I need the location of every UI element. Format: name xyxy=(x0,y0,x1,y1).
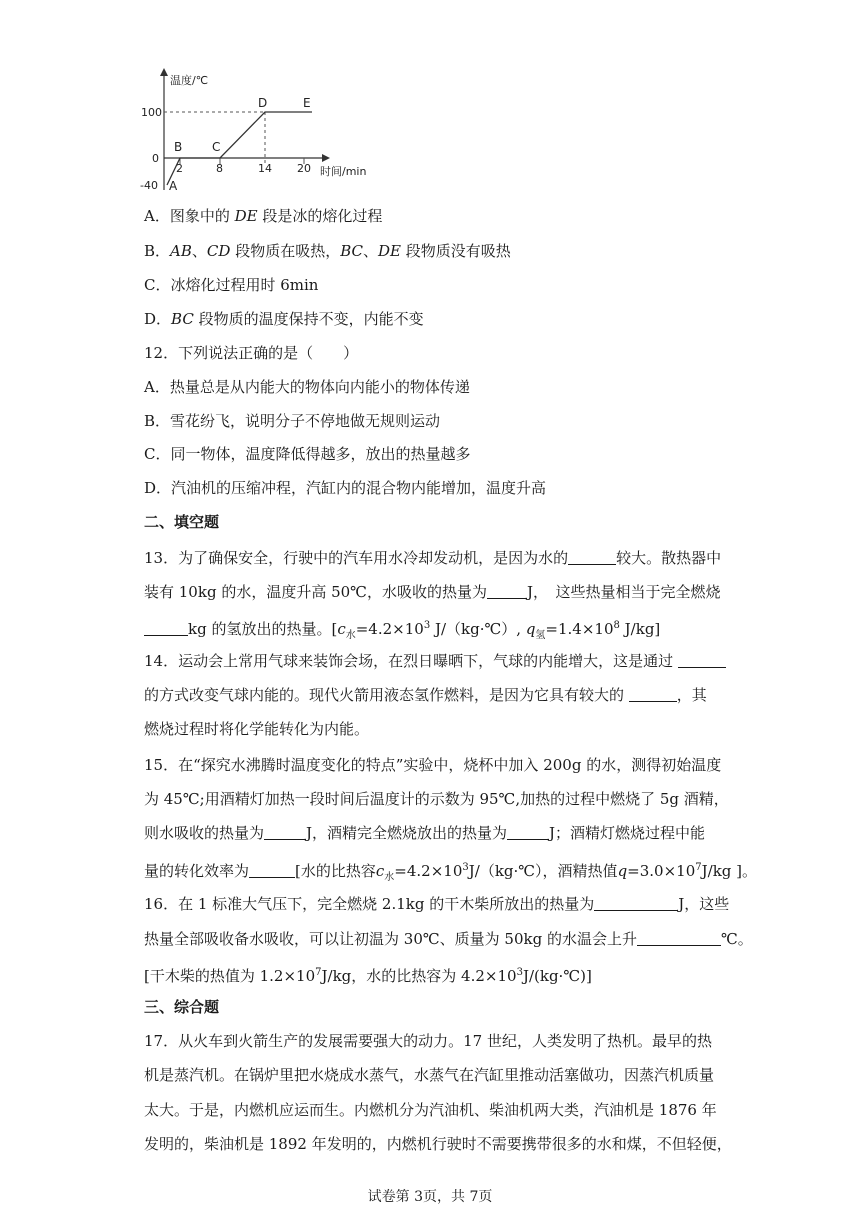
section-comprehensive-heading: 三、综合题 xyxy=(144,998,220,1016)
q11-option-d: D．BC 段物质的温度保持不变，内能不变 xyxy=(144,310,424,328)
x-axis-label: 时间/min xyxy=(320,165,367,178)
q11-option-b: B．AB、CD 段物质在吸热，BC、DE 段物质没有吸热 xyxy=(144,242,511,260)
q13-blank-1 xyxy=(568,550,616,565)
point-c-label: C xyxy=(212,140,221,154)
y-axis-arrow xyxy=(160,68,168,76)
section-fill-in-heading: 二、填空题 xyxy=(144,513,220,531)
point-e-label: E xyxy=(303,96,311,110)
q16-blank-1 xyxy=(594,896,678,911)
q15-blank-1 xyxy=(264,825,306,840)
q12-option-c: C．同一物体，温度降低得越多，放出的热量越多 xyxy=(144,445,471,463)
x-tick-14: 14 xyxy=(258,162,272,175)
q15-blank-3 xyxy=(249,863,295,878)
q13-line-3: kg 的氢放出的热量。[$c_水=4.2\times 10^3$ J/（kg·℃）, $q_氢=1.4\times 10^8$ J/kg] xyxy=(144,616,660,646)
q12-stem: 12．下列说法正确的是（ ） xyxy=(144,344,359,362)
x-tick-20: 20 xyxy=(297,162,311,175)
point-a-label: A xyxy=(169,179,178,193)
heating-curve xyxy=(167,112,312,185)
q15-line-1: 15．在“探究水沸腾时温度变化的特点”实验中，烧杯中加入 200g 的水，测得初始温度 xyxy=(144,756,722,774)
x-tick-2: 2 xyxy=(176,162,183,175)
q14-blank-2 xyxy=(629,687,677,702)
q14-line-2: 的方式改变气球内能的。现代火箭用液态氢作燃料，是因为它具有较大的 ，其 xyxy=(144,686,707,704)
y-tick-100: 100 xyxy=(141,106,162,119)
q13-blank-2 xyxy=(487,584,527,599)
q11-option-a: A．图象中的 DE 段是冰的熔化过程 xyxy=(144,207,383,225)
q14-line-1: 14．运动会上常用气球来装饰会场，在烈日曝晒下，气球的内能增大，这是通过 xyxy=(144,651,726,671)
q14-blank-1 xyxy=(678,653,726,668)
q13-blank-3 xyxy=(144,621,188,636)
q15-line-4: 量的转化效率为 [水的比热容$c_水=4.2\times 10^3J/(kg\cdot℃)$，酒精热值$q=3.0\times 10^7J/kg$ ]。 xyxy=(144,862,758,883)
y-axis-label: 温度/℃ xyxy=(170,74,209,87)
q13-line-1: 13．为了确保安全，行驶中的汽车用水冷却发动机，是因为水的 较大。散热器中 xyxy=(144,549,722,567)
temperature-time-graph xyxy=(136,64,376,194)
point-b-label: B xyxy=(174,140,183,154)
q12-option-a: A．热量总是从内能大的物体向内能小的物体传递 xyxy=(144,378,470,396)
q16-line-1: 16．在 1 标准大气压下，完全燃烧 2.1kg 的干木柴所放出的热量为 J，这些 xyxy=(144,895,730,913)
q11-option-c: C．冰熔化过程用时 6min xyxy=(144,276,319,294)
q15-line-3: 则水吸收的热量为 J，酒精完全燃烧放出的热量为 J；酒精灯燃烧过程中能 xyxy=(144,824,706,842)
x-axis-arrow xyxy=(322,154,330,162)
q17-line-3: 太大。于是，内燃机应运而生。内燃机分为汽油机、柴油机两大类，汽油机是 1876 年 xyxy=(144,1101,717,1119)
q15-blank-2 xyxy=(507,825,549,840)
q16-line-2: 热量全部吸收备水吸收，可以让初温为 30℃、质量为 50kg 的水温会上升 ℃。 xyxy=(144,930,753,948)
q12-option-d: D．汽油机的压缩冲程，汽缸内的混合物内能增加，温度升高 xyxy=(144,479,547,497)
y-tick-0: 0 xyxy=(152,152,159,165)
q12-option-b: B．雪花纷飞，说明分子不停地做无规则运动 xyxy=(144,412,441,430)
point-d-label: D xyxy=(258,96,268,110)
q14-line-3: 燃烧过程时将化学能转化为内能。 xyxy=(144,720,370,738)
q15-line-2: 为 45℃;用酒精灯加热一段时间后温度计的示数为 95℃,加热的过程中燃烧了 5g 酒精， xyxy=(144,790,729,808)
q17-line-2: 机是蒸汽机。在锅炉里把水烧成水蒸气，水蒸气在汽缸里推动活塞做功，因蒸汽机质量 xyxy=(144,1066,715,1084)
q16-blank-2 xyxy=(637,931,721,946)
q17-line-4: 发明的，柴油机是 1892 年发明的，内燃机行驶时不需要携带很多的水和煤，不但轻便， xyxy=(144,1135,732,1153)
q17-line-1: 17．从火车到火箭生产的发展需要强大的动力。17 世纪，人类发明了热机。最早的热 xyxy=(144,1032,712,1050)
page-footer: 试卷第 3页，共 7页 xyxy=(367,1189,493,1205)
x-tick-8: 8 xyxy=(216,162,223,175)
q13-line-2: 装有 10kg 的水，温度升高 50℃，水吸收的热量为 J， 这些热量相当于完全燃烧 xyxy=(144,583,721,601)
q16-line-3: [干木柴的热值为 $1.2\times 10^7J/kg$，水的比热容为 $4.2\times 10^3J/(kg\cdot℃)$] xyxy=(144,967,592,985)
y-tick-neg40: -40 xyxy=(140,179,158,192)
